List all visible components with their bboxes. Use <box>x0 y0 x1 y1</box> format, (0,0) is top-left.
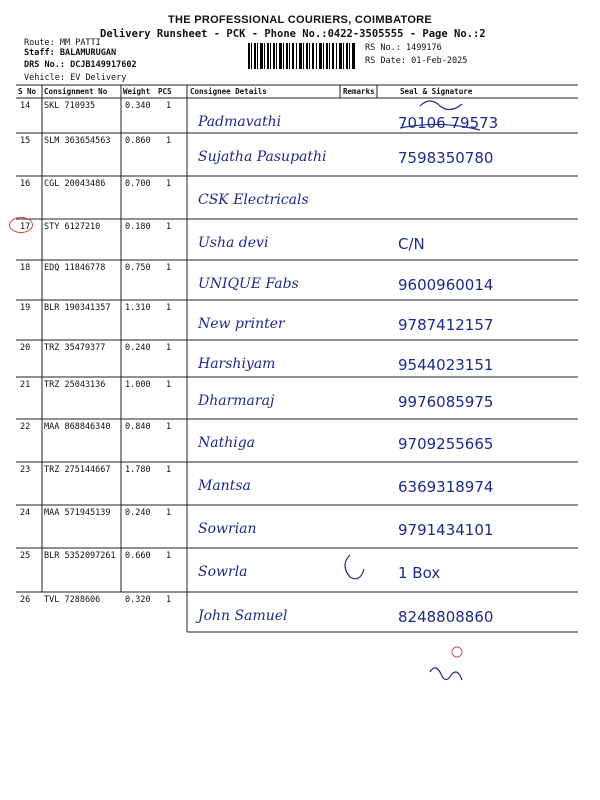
cell-weight: 1.780 <box>125 465 151 475</box>
cell-sno: 17 <box>20 222 31 232</box>
cell-sno: 23 <box>20 465 31 475</box>
staff-label: Staff: <box>24 48 55 58</box>
route-value: MM PATTI <box>59 38 101 48</box>
cell-sno: 20 <box>20 343 31 353</box>
cell-weight: 0.860 <box>125 136 151 146</box>
cell-consignee-handwritten: CSK Electricals <box>198 192 309 208</box>
drs-label: DRS No.: <box>24 60 65 70</box>
cell-sno: 14 <box>20 101 31 111</box>
cell-signature-handwritten: 9709255665 <box>398 435 494 453</box>
cell-consignment-no: BLR 190341357 <box>44 303 111 313</box>
cell-pcs: 1 <box>166 551 172 561</box>
rs-date-value: 01-Feb-2025 <box>411 56 468 66</box>
cell-signature-handwritten: 9791434101 <box>398 521 494 539</box>
staff-value: BALAMURUGAN <box>59 48 117 58</box>
cell-consignment-no: TRZ 25043136 <box>44 380 106 390</box>
cell-sno: 19 <box>20 303 31 313</box>
cell-weight: 0.700 <box>125 179 151 189</box>
cell-weight: 0.180 <box>125 222 151 232</box>
col-header-remarks: Remarks <box>343 87 375 96</box>
signature-scribble-14 <box>420 101 462 110</box>
row-25-circle-scribble <box>345 555 364 579</box>
cell-sno: 16 <box>20 179 31 189</box>
cell-weight: 0.320 <box>125 595 151 605</box>
cell-weight: 1.000 <box>125 380 151 390</box>
cell-consignee-handwritten: UNIQUE Fabs <box>198 276 299 292</box>
cell-consignment-no: CGL 20043486 <box>44 179 106 189</box>
cell-pcs: 1 <box>166 136 172 146</box>
drs-value: DCJB149917602 <box>70 60 137 70</box>
cell-sno: 18 <box>20 263 31 273</box>
cell-signature-handwritten: 6369318974 <box>398 478 494 496</box>
cell-consignee-handwritten: Mantsa <box>198 478 251 494</box>
cell-consignee-handwritten: Sujatha Pasupathi <box>198 149 327 165</box>
cell-signature-handwritten: 9600960014 <box>398 276 494 294</box>
cell-consignment-no: TRZ 275144667 <box>44 465 111 475</box>
cell-consignment-no: BLR 5352097261 <box>44 551 116 561</box>
cell-pcs: 1 <box>166 465 172 475</box>
cell-signature-handwritten: 9544023151 <box>398 356 494 374</box>
cell-consignee-handwritten: Dharmaraj <box>198 393 275 409</box>
cell-sno: 21 <box>20 380 31 390</box>
cell-consignment-no: MAA 868846340 <box>44 422 111 432</box>
col-header-pcs: PCS <box>158 87 172 96</box>
cell-consignment-no: EDQ 11846778 <box>44 263 106 273</box>
vehicle-label: Vehicle: <box>24 73 65 83</box>
col-header-weight: Weight <box>123 87 151 96</box>
cell-consignment-no: SKL 710935 <box>44 101 96 111</box>
cell-consignment-no: MAA 571945139 <box>44 508 111 518</box>
cell-consignee-handwritten: Sowrian <box>198 521 257 537</box>
runsheet-subtitle: Delivery Runsheet - PCK - Phone No.:0422-3505555 - Page No.:2 <box>100 28 486 40</box>
cell-pcs: 1 <box>166 101 172 111</box>
cell-signature-handwritten: 8248808860 <box>398 608 494 626</box>
cell-consignee-handwritten: Nathiga <box>198 435 256 451</box>
cell-weight: 0.240 <box>125 508 151 518</box>
col-header-consignee: Consignee Details <box>190 87 267 96</box>
cell-sno: 24 <box>20 508 31 518</box>
cell-consignee-handwritten: Usha devi <box>198 235 269 251</box>
col-header-sno: S No <box>18 87 37 96</box>
footer-initial-scribble <box>430 668 462 680</box>
cell-weight: 0.660 <box>125 551 151 561</box>
cell-signature-handwritten: 7598350780 <box>398 149 494 167</box>
cell-signature-handwritten: C/N <box>398 235 425 253</box>
cell-weight: 0.750 <box>125 263 151 273</box>
cell-pcs: 1 <box>166 380 172 390</box>
cell-signature-handwritten: 70106 79573 <box>398 114 499 132</box>
cell-signature-handwritten: 1 Box <box>398 564 441 582</box>
cell-sno: 15 <box>20 136 31 146</box>
cell-pcs: 1 <box>166 303 172 313</box>
cell-weight: 0.240 <box>125 343 151 353</box>
cell-pcs: 1 <box>166 179 172 189</box>
cell-consignee-handwritten: New printer <box>198 316 285 332</box>
rs-date-label: RS Date: <box>365 56 406 66</box>
cell-consignee-handwritten: Padmavathi <box>198 114 282 130</box>
col-header-seal: Seal & Signature <box>400 87 473 96</box>
rs-no-label: RS No.: <box>365 43 401 53</box>
cell-sno: 25 <box>20 551 31 561</box>
cell-sno: 26 <box>20 595 31 605</box>
cell-pcs: 1 <box>166 508 172 518</box>
cell-pcs: 1 <box>166 343 172 353</box>
cell-consignment-no: SLM 363654563 <box>44 136 111 146</box>
cell-weight: 1.310 <box>125 303 151 313</box>
cell-pcs: 1 <box>166 595 172 605</box>
cell-signature-handwritten: 9787412157 <box>398 316 494 334</box>
cell-sno: 22 <box>20 422 31 432</box>
cell-consignee-handwritten: Harshiyam <box>198 356 276 372</box>
cell-consignee-handwritten: John Samuel <box>198 608 288 624</box>
col-header-consignment: Consignment No <box>44 87 108 96</box>
cell-pcs: 1 <box>166 222 172 232</box>
cell-consignment-no: TVL 7288606 <box>44 595 101 605</box>
cell-pcs: 1 <box>166 422 172 432</box>
cell-weight: 0.340 <box>125 101 151 111</box>
cell-consignee-handwritten: Sowrla <box>198 564 248 580</box>
cell-weight: 0.840 <box>125 422 151 432</box>
cell-pcs: 1 <box>166 263 172 273</box>
vehicle-value: EV Delivery <box>70 73 127 83</box>
cell-signature-handwritten: 9976085975 <box>398 393 494 411</box>
cell-consignment-no: STY 6127210 <box>44 222 101 232</box>
page-title: THE PROFESSIONAL COURIERS, COIMBATORE <box>167 14 433 26</box>
signature-strike-14 <box>400 124 480 130</box>
route-label: Route: <box>24 38 55 48</box>
cell-consignment-no: TRZ 35479377 <box>44 343 106 353</box>
footer-red-mark <box>452 647 462 657</box>
rs-no-value: 1499176 <box>405 43 442 53</box>
